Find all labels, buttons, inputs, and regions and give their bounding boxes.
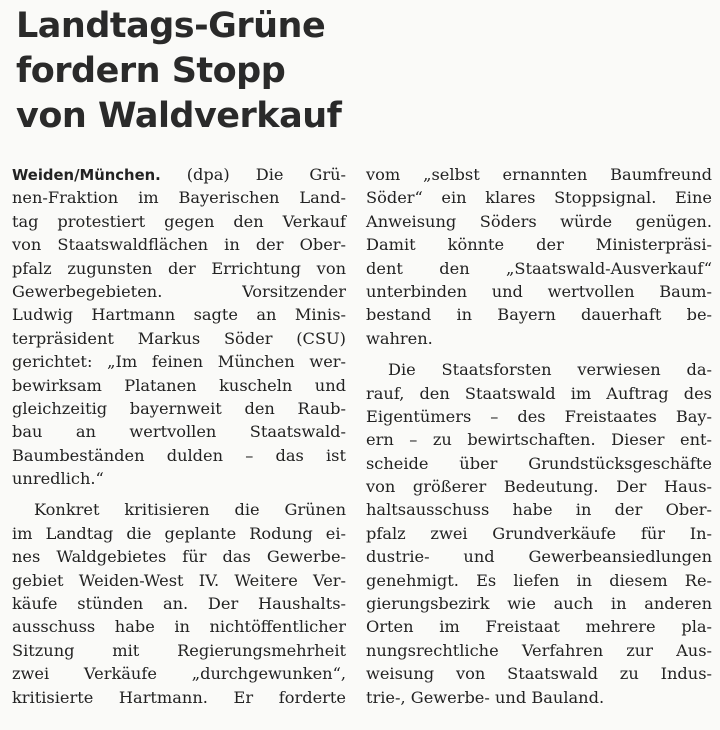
text-line: gerichtet: „Im feinen München wer- <box>12 352 346 372</box>
text-line: Eigentümers – des Freistaates Bay- <box>366 406 712 426</box>
dateline: Weiden/München. <box>12 167 161 184</box>
text-line: trie-, Gewerbe- und Bauland. <box>366 687 605 707</box>
text-line: von größerer Bedeutung. Der Haus- <box>366 477 712 497</box>
text-line: gebiet Weiden-West IV. Weitere Ver- <box>12 570 346 590</box>
headline-line: Landtags-Grüne <box>16 6 326 46</box>
article-column-right <box>366 163 712 709</box>
text-line: zwei Verkäufe „durchgewunken“, <box>12 664 346 684</box>
text-line: Damit könnte der Ministerpräsi- <box>366 235 712 255</box>
text-line: von Staatswaldflächen in der Ober- <box>12 235 346 255</box>
text-line: Gewerbegebieten. Vorsitzender <box>12 281 346 301</box>
text-line: genehmigt. Es liefen in diesem Re- <box>366 570 712 590</box>
text-line: Söder“ ein klares Stoppsignal. Eine <box>366 188 712 208</box>
text-line-rest: (dpa) Die Grü- <box>160 165 346 184</box>
text-line: im Landtag die geplante Rodung ei- <box>12 523 346 543</box>
text-line: Konkret kritisieren die Grünen <box>34 500 346 520</box>
text-line: gierungsbezirk wie auch in anderen <box>366 594 712 614</box>
text-line: scheide über Grundstücksgeschäfte <box>366 453 712 473</box>
text-line: pfalz zugunsten der Errichtung von <box>12 258 346 278</box>
text-line <box>12 163 346 186</box>
text-line: bau an wertvollen Staatswald- <box>12 422 346 442</box>
headline <box>16 4 436 139</box>
text-line: nungsrechtliche Verfahren zur Aus- <box>366 640 712 660</box>
text-line: haltsausschuss habe in der Ober- <box>366 500 712 520</box>
headline-line: von Waldverkauf <box>16 96 342 136</box>
text-line: wahren. <box>366 328 433 348</box>
text-line: nen-Fraktion im Bayerischen Land- <box>12 188 346 208</box>
text-line: Baumbeständen dulden – das ist <box>12 445 346 465</box>
text-line: weisung von Staatswald zu Indus- <box>366 664 712 684</box>
headline-line: fordern Stopp <box>16 51 286 91</box>
text-line: vom „selbst ernannten Baumfreund <box>366 165 712 184</box>
text-line: dent den „Staatswald-Ausverkauf“ <box>366 258 712 278</box>
article-column-left <box>12 163 346 709</box>
text-line: kritisierte Hartmann. Er forderte <box>12 687 346 707</box>
text-line: nes Waldgebietes für das Gewerbe- <box>12 547 346 567</box>
text-line: Die Staatsforsten verwiesen da- <box>388 360 712 380</box>
text-line: bewirksam Platanen kuscheln und <box>12 375 346 395</box>
text-line: Anweisung Söders würde genügen. <box>366 211 712 231</box>
text-line: tag protestiert gegen den Verkauf <box>12 211 346 231</box>
text-line: gleichzeitig bayernweit den Raub- <box>12 398 346 418</box>
text-line: ausschuss habe in nichtöffentlicher <box>12 617 346 637</box>
text-line: bestand in Bayern dauerhaft be- <box>366 305 712 325</box>
text-line: ern – zu bewirtschaften. Dieser ent- <box>366 430 712 450</box>
text-line: unredlich.“ <box>12 469 104 489</box>
text-line: terpräsident Markus Söder (CSU) <box>12 328 346 348</box>
text-line: käufe stünden an. Der Haushalts- <box>12 594 346 614</box>
text-line: Ludwig Hartmann sagte an Minis- <box>12 305 346 325</box>
text-line: Sitzung mit Regierungsmehrheit <box>12 640 346 660</box>
text-line: pfalz zwei Grundverkäufe für In- <box>366 523 712 543</box>
paragraph-gap <box>12 490 346 498</box>
text-line: rauf, den Staatswald im Auftrag des <box>366 383 712 403</box>
text-line: Orten im Freistaat mehrere pla- <box>366 617 712 637</box>
text-line: dustrie- und Gewerbeansiedlungen <box>366 547 712 567</box>
paragraph-gap <box>366 350 712 358</box>
text-line: unterbinden und wertvollen Baum- <box>366 281 712 301</box>
